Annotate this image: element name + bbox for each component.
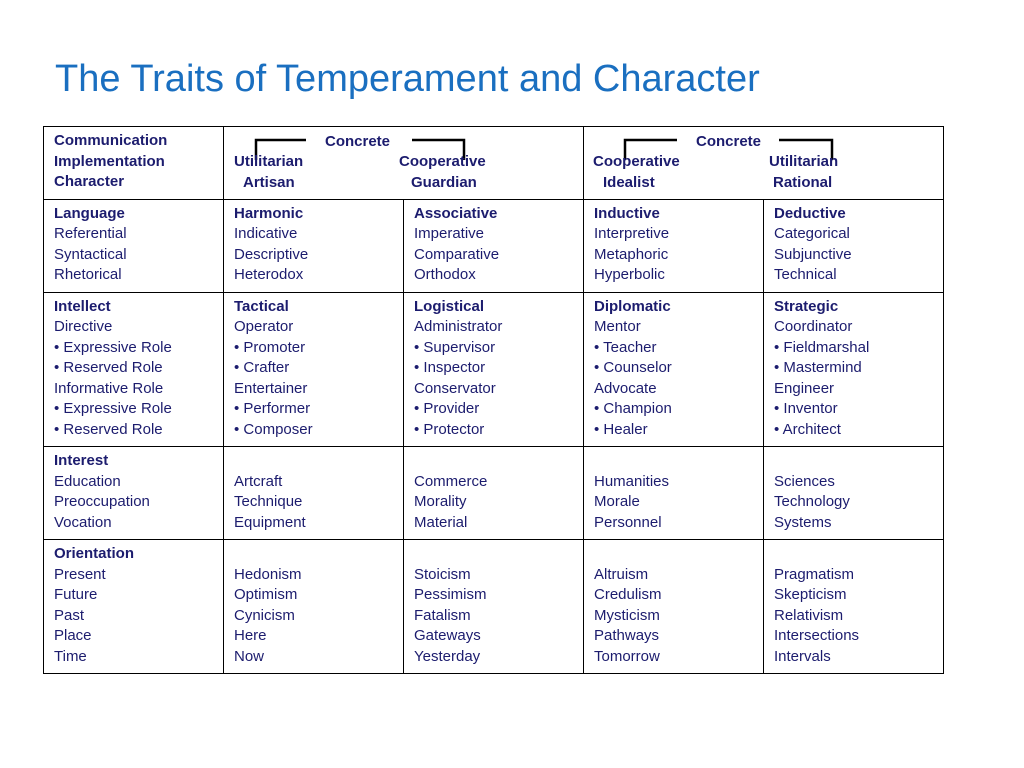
- header-abstract-group: [584, 127, 944, 200]
- cell-heading: Language: [54, 204, 125, 222]
- cell-item: Pragmatism: [774, 565, 855, 583]
- cell-item: Commerce: [414, 472, 488, 490]
- cell-item: Intersections: [774, 627, 860, 644]
- cell-item: Pessimism: [414, 586, 487, 603]
- cell-item: Present: [54, 565, 106, 583]
- cell-item: • Mastermind: [774, 359, 862, 376]
- cell-spacer: [594, 451, 753, 472]
- cell-item: Syntactical: [54, 245, 127, 263]
- cell-heading: Interest: [54, 452, 109, 469]
- header-label: Character: [54, 173, 125, 190]
- cell-item: Hyperbolic: [594, 266, 665, 283]
- cell-item: • Protector: [414, 420, 485, 438]
- header-concrete-group: [224, 127, 584, 200]
- cell-item: • Champion: [594, 400, 672, 417]
- table-cell: [224, 447, 404, 540]
- cell-heading: Tactical: [234, 297, 289, 315]
- cell-item: Altruism: [594, 565, 649, 583]
- cell-item: Technical: [774, 266, 837, 283]
- table-cell: [224, 292, 404, 447]
- cell-heading: Harmonic: [234, 204, 304, 222]
- cell-item: Personnel: [594, 513, 662, 531]
- cell-spacer: [414, 544, 573, 565]
- table-row: [44, 292, 944, 447]
- cell-spacer: [774, 544, 933, 565]
- cell-heading: Inductive: [594, 204, 660, 222]
- cell-item: Intervals: [774, 647, 831, 665]
- table-cell: [44, 540, 224, 674]
- cell-spacer: [234, 544, 393, 565]
- cell-item: Relativism: [774, 606, 844, 624]
- cell-item: Imperative: [414, 225, 485, 242]
- table-cell: [404, 540, 584, 674]
- cell-item: Future: [54, 586, 98, 603]
- cell-item: Hedonism: [234, 565, 302, 583]
- cell-item: • Crafter: [234, 359, 290, 376]
- table-cell: [404, 447, 584, 540]
- cell-spacer: [774, 451, 933, 472]
- cell-item: Gateways: [414, 627, 481, 644]
- cell-item: Technique: [234, 493, 303, 510]
- cell-item: Artcraft: [234, 472, 283, 490]
- cell-item: • Performer: [234, 400, 311, 417]
- cell-item: Credulism: [594, 586, 662, 603]
- cell-heading: Diplomatic: [594, 297, 671, 315]
- cell-item: Yesterday: [414, 647, 481, 665]
- cell-item: Pathways: [594, 627, 660, 644]
- cell-item: Advocate: [594, 379, 657, 397]
- cell-item: Here: [234, 627, 267, 644]
- table-cell: [764, 199, 944, 292]
- cell-item: Conservator: [414, 379, 496, 397]
- column-header: Guardian: [411, 174, 477, 191]
- cell-item: Indicative: [234, 225, 298, 242]
- cell-item: • Inventor: [774, 400, 838, 417]
- cell-item: Education: [54, 472, 121, 490]
- header-label: Implementation: [54, 152, 165, 170]
- cell-item: • Promoter: [234, 338, 306, 356]
- cell-item: • Reserved Role: [54, 420, 163, 438]
- cell-item: Vocation: [54, 513, 112, 531]
- cell-item: • Counselor: [594, 359, 672, 376]
- cell-item: Mysticism: [594, 606, 660, 624]
- cell-item: Descriptive: [234, 245, 309, 263]
- cell-item: Directive: [54, 318, 113, 335]
- cell-item: Past: [54, 606, 85, 624]
- cell-item: • Healer: [594, 420, 648, 438]
- cell-item: Now: [234, 647, 265, 665]
- cell-item: • Fieldmarshal: [774, 338, 870, 356]
- cell-item: Orthodox: [414, 266, 476, 283]
- cell-item: Sciences: [774, 472, 835, 490]
- cell-item: Operator: [234, 318, 294, 335]
- cell-item: Fatalism: [414, 606, 471, 624]
- cell-item: Cynicism: [234, 606, 295, 624]
- cell-item: Equipment: [234, 513, 306, 531]
- page-title: The Traits of Temperament and Character: [55, 58, 760, 100]
- table-cell: [764, 292, 944, 447]
- cell-item: Time: [54, 647, 87, 665]
- header-left-cell: [44, 127, 224, 200]
- cell-item: Optimism: [234, 586, 298, 603]
- cell-item: Rhetorical: [54, 266, 122, 283]
- column-header: Cooperative: [593, 153, 680, 170]
- table-cell: [224, 199, 404, 292]
- cell-item: Metaphoric: [594, 245, 669, 263]
- cell-item: Systems: [774, 513, 832, 531]
- cell-item: Subjunctive: [774, 245, 852, 263]
- cell-item: • Architect: [774, 420, 841, 438]
- cell-item: • Reserved Role: [54, 359, 163, 376]
- table-row: [44, 199, 944, 292]
- cell-heading: Deductive: [774, 204, 846, 222]
- table-row: [44, 540, 944, 674]
- header-row: [44, 127, 944, 200]
- column-header: Utilitarian: [769, 153, 839, 170]
- column-header: Artisan: [243, 174, 295, 191]
- column-header: Utilitarian: [234, 153, 304, 170]
- table-row: [44, 447, 944, 540]
- table-cell: [584, 292, 764, 447]
- group-label: Concrete: [696, 133, 762, 150]
- cell-heading: Strategic: [774, 297, 839, 315]
- cell-item: Categorical: [774, 225, 850, 242]
- traits-table: [43, 126, 944, 674]
- cell-item: Heterodox: [234, 266, 304, 283]
- cell-item: Material: [414, 513, 468, 531]
- cell-item: Mentor: [594, 318, 641, 335]
- table-cell: [44, 447, 224, 540]
- cell-item: Entertainer: [234, 379, 308, 397]
- cell-item: • Expressive Role: [54, 400, 172, 417]
- cell-item: • Expressive Role: [54, 338, 172, 356]
- cell-heading: Orientation: [54, 545, 135, 562]
- cell-item: Place: [54, 627, 92, 644]
- cell-item: Referential: [54, 225, 127, 242]
- cell-item: Technology: [774, 493, 850, 510]
- header-label: Communication: [54, 132, 168, 149]
- cell-item: • Teacher: [594, 338, 657, 356]
- cell-spacer: [234, 451, 393, 472]
- cell-item: Skepticism: [774, 586, 847, 603]
- cell-item: Morale: [594, 493, 640, 510]
- cell-item: • Supervisor: [414, 338, 496, 356]
- cell-heading: Logistical: [414, 297, 485, 315]
- table-cell: [44, 292, 224, 447]
- table-cell: [584, 540, 764, 674]
- cell-item: Humanities: [594, 472, 670, 490]
- table-cell: [584, 447, 764, 540]
- column-header: Cooperative: [399, 153, 486, 170]
- cell-item: • Composer: [234, 420, 313, 438]
- cell-item: Interpretive: [594, 225, 670, 242]
- cell-spacer: [594, 544, 753, 565]
- column-header: Idealist: [603, 174, 655, 191]
- column-header: Rational: [773, 174, 833, 191]
- table-cell: [404, 199, 584, 292]
- table-cell: [44, 199, 224, 292]
- table-cell: [764, 540, 944, 674]
- cell-item: Tomorrow: [594, 647, 660, 665]
- cell-item: • Provider: [414, 400, 480, 417]
- cell-spacer: [414, 451, 573, 472]
- cell-item: Morality: [414, 493, 467, 510]
- cell-heading: Intellect: [54, 297, 111, 315]
- table-cell: [224, 540, 404, 674]
- group-label: Concrete: [325, 133, 391, 150]
- cell-item: Stoicism: [414, 565, 471, 583]
- cell-item: Comparative: [414, 245, 500, 263]
- cell-item: • Inspector: [414, 359, 486, 376]
- table-cell: [764, 447, 944, 540]
- table-cell: [404, 292, 584, 447]
- cell-item: Administrator: [414, 318, 503, 335]
- cell-item: Informative Role: [54, 379, 164, 397]
- cell-item: Engineer: [774, 379, 835, 397]
- cell-item: Coordinator: [774, 318, 853, 335]
- cell-item: Preoccupation: [54, 493, 150, 510]
- table-cell: [584, 199, 764, 292]
- cell-heading: Associative: [414, 204, 498, 222]
